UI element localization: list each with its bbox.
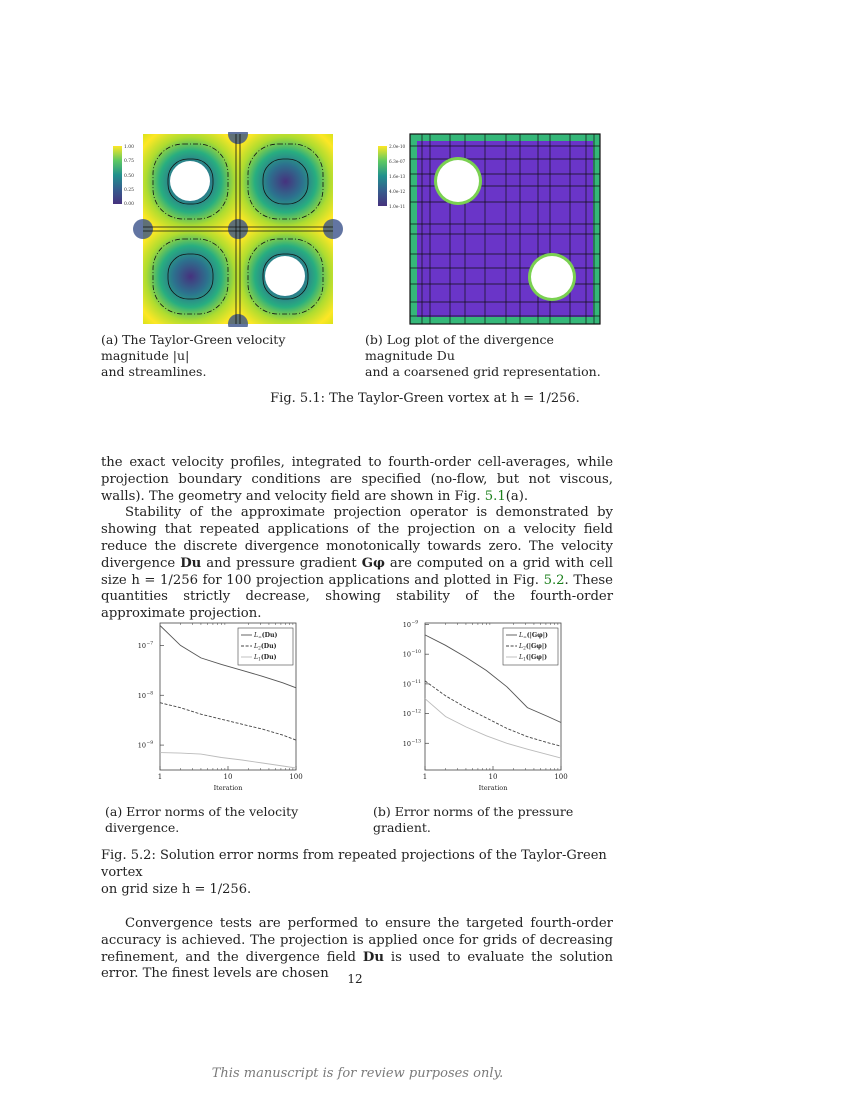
- colorbar-tick: 0.25: [124, 188, 135, 193]
- x-tick-label: 1: [157, 773, 163, 781]
- paragraph-text: is used to evaluate the solution error. The finest levels are chosen: [101, 949, 613, 982]
- colorbar-tick: 0.75: [124, 159, 135, 164]
- colorbar-tick: 1.6e-13: [389, 175, 406, 180]
- x-tick-label: 10: [488, 773, 498, 781]
- fig52-caption: [101, 848, 621, 898]
- colorbar-tick: 1.0e-11: [389, 205, 406, 210]
- y-tick-exponent: −13: [411, 739, 421, 745]
- paragraph-2: [101, 505, 614, 626]
- paragraph-text: are computed on a grid with cell size h = 1/256 for 100 projection applications and plotted in Fig.: [101, 555, 614, 588]
- math-du: Du: [362, 949, 384, 965]
- fig51-caption: Fig. 5.1: The Taylor-Green vortex at h = 1/256.: [270, 391, 580, 406]
- y-tick-label: 10: [137, 641, 146, 650]
- legend-label: $L_1(Du)$: [254, 654, 277, 663]
- subcaption-line: and a coarsened grid representation.: [365, 364, 601, 379]
- page-number: 12: [347, 972, 363, 986]
- obstacle: [531, 256, 573, 298]
- fig51-left-panel: [110, 132, 365, 327]
- y-tick-label: 10: [137, 741, 146, 750]
- fig52a-chart-container: [130, 620, 320, 800]
- colorbar-tick: 2.0e-10: [389, 145, 406, 150]
- y-tick-exponent: −12: [411, 709, 421, 715]
- fig51-right-panel: [374, 132, 604, 327]
- y-tick-label: 10: [402, 650, 411, 659]
- figure-ref-link[interactable]: 5.2: [543, 572, 565, 588]
- body-text-block: [101, 455, 614, 626]
- legend-label: $L_1(|G\varphi|)$: [519, 654, 548, 663]
- colorbar-tick: 0.50: [124, 174, 135, 179]
- colorbar-tick: 6.3e-07: [389, 160, 406, 165]
- obstacle: [170, 161, 210, 201]
- fig51b-subcaption: [365, 332, 620, 380]
- legend-label: $L_\infty(|G\varphi|)$: [519, 632, 548, 641]
- fig52b-chart-container: [395, 620, 585, 800]
- x-tick-label: 1: [422, 773, 428, 781]
- legend-label: $L_2(Du)$: [254, 643, 277, 652]
- y-tick-exponent: −7: [146, 641, 154, 647]
- colorbar: [113, 146, 122, 204]
- velocity-magnitude-plot: [110, 132, 365, 327]
- fig52a-subcaption: (a) Error norms of the velocity divergence.: [105, 804, 299, 835]
- colorbar-tick: 1.00: [124, 145, 135, 150]
- x-axis-label: Iteration: [213, 784, 243, 792]
- y-tick-label: 10: [137, 691, 146, 700]
- subcaption-line: (a) The Taylor-Green velocity magnitude |u|: [101, 332, 286, 363]
- pressure-gradient-chart: [395, 620, 585, 800]
- fig51a-subcaption: [101, 332, 356, 380]
- paragraph-text: (a).: [505, 488, 529, 504]
- velocity-divergence-chart: [130, 620, 320, 800]
- series-line: [425, 699, 561, 758]
- paragraph-text: Stability of the approximate projection operator is demonstrated by showing that repeated applications of the projection on a velocity field reduce the discrete divergence monotonically towards zero. The velocity divergence: [101, 505, 613, 571]
- y-tick-label: 10: [402, 710, 411, 719]
- obstacle: [265, 256, 305, 296]
- y-tick-exponent: −9: [146, 741, 154, 747]
- x-tick-label: 100: [289, 773, 303, 781]
- paragraph-1: [101, 455, 613, 505]
- x-axis-label: Iteration: [478, 784, 508, 792]
- fig52b-subcaption: (b) Error norms of the pressure gradient.: [373, 804, 574, 835]
- colorbar: [378, 146, 387, 206]
- y-tick-exponent: −9: [411, 620, 419, 626]
- legend-label: $L_2(|G\varphi|)$: [519, 643, 548, 652]
- paragraph-text: the exact velocity profiles, integrated to fourth-order cell-averages, while projection boundary conditions are specified (no-flow, but not viscous, walls). The geometry and velocity field are shown in Fig.: [101, 455, 613, 504]
- paragraph-text: Convergence tests are performed to ensure the targeted fourth-order accuracy is achieved. The projection is applied once for grids of decreasing refinement, and the divergence field: [101, 916, 613, 965]
- y-tick-exponent: −8: [146, 691, 154, 697]
- legend-label: $L_\infty(Du)$: [254, 632, 278, 641]
- paragraph-text: and pressure gradient: [201, 555, 362, 571]
- series-line: [160, 753, 296, 768]
- y-tick-exponent: −11: [411, 679, 421, 685]
- x-tick-label: 100: [554, 773, 568, 781]
- obstacle: [437, 160, 479, 202]
- paragraph-text: . These quantities strictly decrease, showing stability of the fourth-order approximate projection.: [101, 572, 613, 622]
- math-du: Du: [180, 555, 202, 571]
- review-footer: This manuscript is for review purposes only.: [211, 1066, 504, 1081]
- subcaption-line: and streamlines.: [101, 364, 207, 379]
- y-tick-label: 10: [402, 680, 411, 689]
- divergence-magnitude-plot: [374, 132, 604, 327]
- math-gphi: Gφ: [361, 555, 385, 571]
- x-tick-label: 10: [223, 773, 233, 781]
- colorbar-tick: 4.0e-12: [389, 190, 406, 195]
- y-tick-exponent: −10: [411, 650, 421, 656]
- subcaption-line: (b) Log plot of the divergence magnitude Du: [365, 332, 554, 363]
- figure-ref-link[interactable]: 5.1: [484, 488, 506, 504]
- y-tick-label: 10: [402, 620, 411, 629]
- series-line: [160, 703, 296, 740]
- colorbar-tick: 0.00: [124, 202, 135, 207]
- caption-line: Fig. 5.2: Solution error norms from repeated projections of the Taylor-Green vortex: [101, 848, 607, 880]
- caption-line: on grid size h = 1/256.: [101, 881, 252, 897]
- y-tick-label: 10: [402, 739, 411, 748]
